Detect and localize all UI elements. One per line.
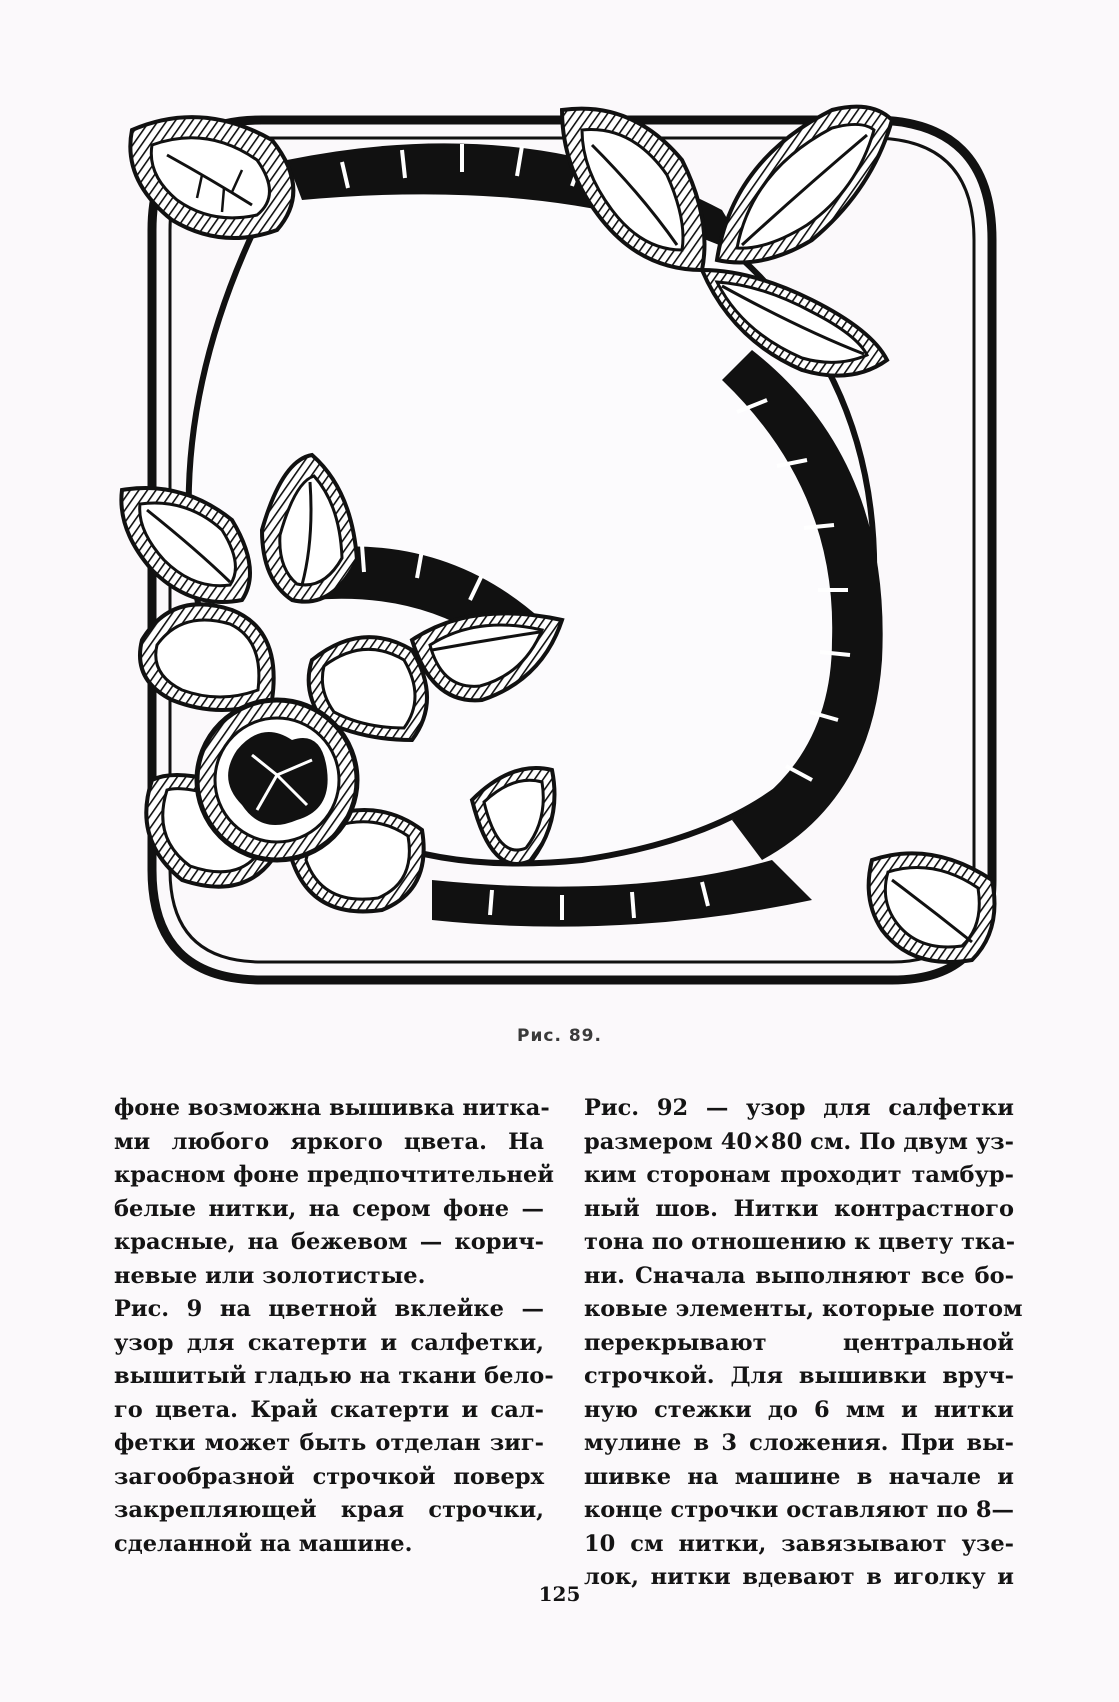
text-line: невые или золотистые.: [114, 1262, 426, 1289]
text-line: белые нитки, на сером фоне —: [114, 1195, 544, 1222]
text-line: ную стежки до 6 мм и нитки: [584, 1396, 1014, 1423]
left-paragraph: [114, 1092, 554, 1561]
text-line: размером 40×80 см. По двум уз-: [584, 1128, 1014, 1155]
dark-band-bottom: [432, 860, 812, 927]
text-line: тона по отношению к цвету тка-: [584, 1229, 1016, 1255]
text-line: красном фоне предпочтительней: [114, 1162, 554, 1188]
text-line: ни. Сначала выполняют все бо-: [584, 1262, 1014, 1289]
text-line: закрепляющей края строчки,: [114, 1497, 544, 1523]
text-line: го цвета. Край скатерти и сал-: [114, 1396, 544, 1423]
leaf-bottom-right: [869, 853, 995, 962]
embroidery-pattern-drawing: [112, 100, 1024, 1020]
text-line: ковые элементы, которые потом: [584, 1296, 1023, 1322]
left-text-column: [114, 1092, 554, 1561]
text-line: фоне возможна вышивка нитка-: [114, 1095, 550, 1121]
text-line: сделанной на машине.: [114, 1530, 413, 1557]
embroidery-pattern-figure: [112, 100, 1024, 1020]
text-line: лок, нитки вдевают в иголку и: [584, 1564, 1014, 1590]
text-line: вышитый гладью на ткани бело-: [114, 1363, 554, 1389]
right-text-column: [584, 1092, 1023, 1595]
text-line: ми любого яркого цвета. На: [114, 1128, 544, 1155]
text-line: узор для скатерти и салфетки,: [114, 1329, 544, 1356]
right-paragraph: [584, 1092, 1023, 1595]
text-line: мулине в 3 сложения. При вы-: [584, 1430, 1014, 1456]
figure-caption: Рис. 89.: [517, 1026, 602, 1046]
text-line: шивке на машине в начале и: [584, 1463, 1014, 1490]
text-line: Рис. 9 на цветной вклейке —: [114, 1296, 544, 1322]
text-line: загообразной строчкой поверх: [114, 1463, 544, 1490]
text-line: 10 см нитки, завязывают узе-: [584, 1530, 1014, 1557]
text-line: строчкой. Для вышивки вруч-: [584, 1363, 1014, 1389]
text-line: конце строчки оставляют по 8—: [584, 1497, 1014, 1523]
text-line: Рис. 92 — узор для салфетки: [584, 1095, 1014, 1121]
text-line: ный шов. Нитки контрастного: [584, 1195, 1014, 1222]
text-line: фетки может быть отделан зиг-: [114, 1430, 544, 1456]
text-line: ким сторонам проходит тамбур-: [584, 1162, 1014, 1188]
text-line: перекрывают центральной: [584, 1329, 1014, 1356]
text-line: красные, на бежевом — корич-: [114, 1229, 544, 1255]
page-number: 125: [538, 1582, 581, 1606]
